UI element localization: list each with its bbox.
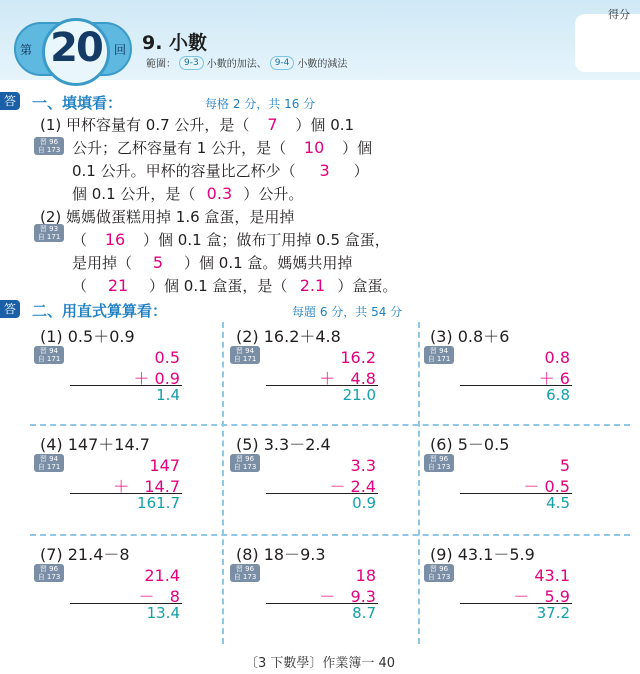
q1-line-4: [72, 183, 303, 204]
problem-label: (5) 3.3－2.4: [236, 435, 331, 454]
lesson-badge: [14, 22, 132, 76]
calc-top-operand: 5: [559, 456, 570, 475]
answer-tab: 答: [0, 92, 20, 110]
badge-bottom: 自 173: [37, 146, 61, 154]
practice-badge: [230, 564, 260, 582]
calc-bottom-operand: ＋ 0.9: [133, 369, 180, 388]
q2-answer-1: 16: [104, 230, 126, 249]
badge-top: 習 94: [39, 347, 59, 355]
q1-answer-4: 0.3: [206, 184, 233, 203]
q1-answer-3: 3: [319, 161, 330, 180]
calc-top-operand: 0.8: [544, 348, 570, 367]
calc-bottom-operand: － 5.9: [513, 587, 570, 606]
calc-bottom-operand: ＋ 4.8: [319, 369, 376, 388]
badge-bottom: 自 173: [233, 573, 257, 581]
q1-line-2: [72, 137, 372, 158]
problem-label: (3) 0.8＋6: [430, 327, 510, 346]
badge-bottom: 自 173: [233, 463, 257, 471]
q2-line-3: [72, 252, 352, 273]
badge-bottom: 自 171: [427, 355, 451, 363]
scope-text-1: 小數的加法、: [206, 59, 267, 70]
problem-label: (2) 16.2＋4.8: [236, 327, 341, 346]
lesson-number-circle: [42, 18, 110, 86]
practice-badge: [34, 346, 64, 364]
q2-text: （: [72, 277, 88, 295]
badge-top: 習 94: [429, 347, 449, 355]
grid-divider: [30, 534, 630, 536]
calc-result: 13.4: [146, 604, 180, 622]
q2-answer-3: 21: [107, 276, 129, 295]
calc-bottom-operand: ＋ 6: [538, 369, 570, 388]
calc-result: 161.7: [137, 494, 180, 512]
scope-chip-1: 9-3: [179, 56, 204, 70]
score-box: [575, 14, 640, 72]
calc-bottom-operand: － 8: [138, 587, 180, 606]
calc-bottom-operand: － 9.3: [319, 587, 376, 606]
q2-text: ）個 0.1 盒。媽媽共用掉: [184, 254, 353, 272]
calc-bottom-operand: － 0.5: [523, 477, 570, 496]
calc-top-operand: 3.3: [350, 456, 376, 475]
badge-bottom: 自 171: [37, 233, 61, 241]
calc-top-operand: 21.4: [144, 566, 180, 585]
calc-top-operand: 147: [149, 456, 180, 475]
badge-top: 習 96: [235, 565, 255, 573]
grid-divider: [418, 322, 420, 644]
problem-label: (9) 43.1－5.9: [430, 545, 535, 564]
unit-title: 9. 小數: [142, 32, 208, 54]
badge-top: 習 94: [39, 455, 59, 463]
q2-text: ）個 0.1 盒蛋，是（: [149, 277, 288, 295]
problem-label: (6) 5－0.5: [430, 435, 510, 454]
section-1-title: 一、填填看：: [32, 94, 123, 112]
calc-top-operand: 0.5: [154, 348, 180, 367]
badge-top: 習 96: [429, 565, 449, 573]
q2-text: ）個 0.1 盒；做布丁用掉 0.5 盒蛋，: [143, 231, 390, 249]
problem-label: (7) 21.4－8: [40, 545, 130, 564]
section-1-score: 每格 2 分，共 16 分: [205, 97, 316, 111]
q2-line-2: [72, 229, 390, 250]
grid-divider: [30, 424, 630, 426]
lesson-number: 20: [50, 25, 102, 71]
calc-result: 0.9: [352, 494, 376, 512]
q1-text: ）公升。: [243, 185, 304, 203]
badge-top: 習 96: [39, 565, 59, 573]
calc-result: 6.8: [546, 386, 570, 404]
practice-badge: [34, 454, 64, 472]
practice-badge: [34, 564, 64, 582]
q2-answer-4: 2.1: [299, 276, 326, 295]
calc-result: 1.4: [156, 386, 180, 404]
lesson-suffix: 回: [114, 43, 127, 57]
badge-top: 習 96: [235, 455, 255, 463]
section-2-bar: [0, 300, 640, 320]
q1-text: 公升；乙杯容量有 1 公升，是（: [72, 139, 287, 157]
calc-bottom-operand: － 2.4: [329, 477, 376, 496]
calc-result: 21.0: [342, 386, 376, 404]
problem-label: (8) 18－9.3: [236, 545, 326, 564]
scope-chip-2: 9-4: [270, 56, 295, 70]
q1-answer-1: 7: [267, 115, 278, 134]
q2-text: ）盒蛋。: [337, 277, 398, 295]
problem-label: (4) 147＋14.7: [40, 435, 150, 454]
badge-bottom: 自 173: [427, 463, 451, 471]
problem-label: (1) 0.5＋0.9: [40, 327, 135, 346]
q1-text: 0.1 公升。甲杯的容量比乙杯少（: [72, 162, 296, 180]
scope-label: 範圍：: [146, 59, 176, 70]
q1-text: (1) 甲杯容量有 0.7 公升，是（: [40, 116, 250, 134]
calc-result: 4.5: [546, 494, 570, 512]
section-1-bar: [0, 92, 640, 112]
practice-badge: [424, 454, 454, 472]
q2-text: (2) 媽媽做蛋糕用掉 1.6 盒蛋，是用掉: [40, 208, 295, 226]
practice-badge: [424, 346, 454, 364]
q1-answer-2: 10: [303, 138, 325, 157]
answer-tab: 答: [0, 300, 20, 318]
score-label: 得分: [608, 8, 630, 21]
badge-top: 習 93: [39, 225, 59, 233]
badge-top: 習 96: [429, 455, 449, 463]
section-2-title: 二、用直式算算看：: [32, 302, 168, 320]
badge-bottom: 自 171: [37, 463, 61, 471]
practice-badge: [230, 346, 260, 364]
q1-text: 個 0.1 公升，是（: [72, 185, 196, 203]
badge-top: 習 96: [39, 138, 59, 146]
section-2-score: 每題 6 分，共 54 分: [292, 305, 403, 319]
q1-text: ）個 0.1: [295, 116, 355, 134]
q1-line-3: [72, 160, 369, 181]
calc-bottom-operand: ＋ 14.7: [113, 477, 180, 496]
scope-text-2: 小數的減法: [297, 59, 348, 70]
badge-top: 習 94: [235, 347, 255, 355]
badge-bottom: 自 173: [37, 573, 61, 581]
badge-bottom: 自 171: [37, 355, 61, 363]
practice-badge: [424, 564, 454, 582]
calc-top-operand: 18: [355, 566, 376, 585]
q2-answer-2: 5: [152, 253, 164, 272]
practice-badge-q1: [34, 137, 64, 155]
badge-bottom: 自 173: [427, 573, 451, 581]
q1-text: ）個: [342, 139, 373, 157]
q2-line-1: [40, 206, 294, 227]
calc-top-operand: 43.1: [534, 566, 570, 585]
q1-line-1: [40, 114, 354, 135]
q2-line-4: [72, 275, 397, 296]
calc-result: 37.2: [536, 604, 570, 622]
calc-top-operand: 16.2: [340, 348, 376, 367]
badge-bottom: 自 171: [233, 355, 257, 363]
q1-text: ）: [353, 162, 369, 180]
practice-badge: [230, 454, 260, 472]
q2-text: 是用掉（: [72, 254, 133, 272]
lesson-prefix: 第: [20, 43, 33, 57]
grid-divider: [222, 322, 224, 644]
calc-result: 8.7: [352, 604, 376, 622]
page-footer: 〔3 下數學〕作業簿一 40: [244, 656, 396, 671]
scope-row: [146, 55, 347, 70]
q2-text: （: [72, 231, 88, 249]
